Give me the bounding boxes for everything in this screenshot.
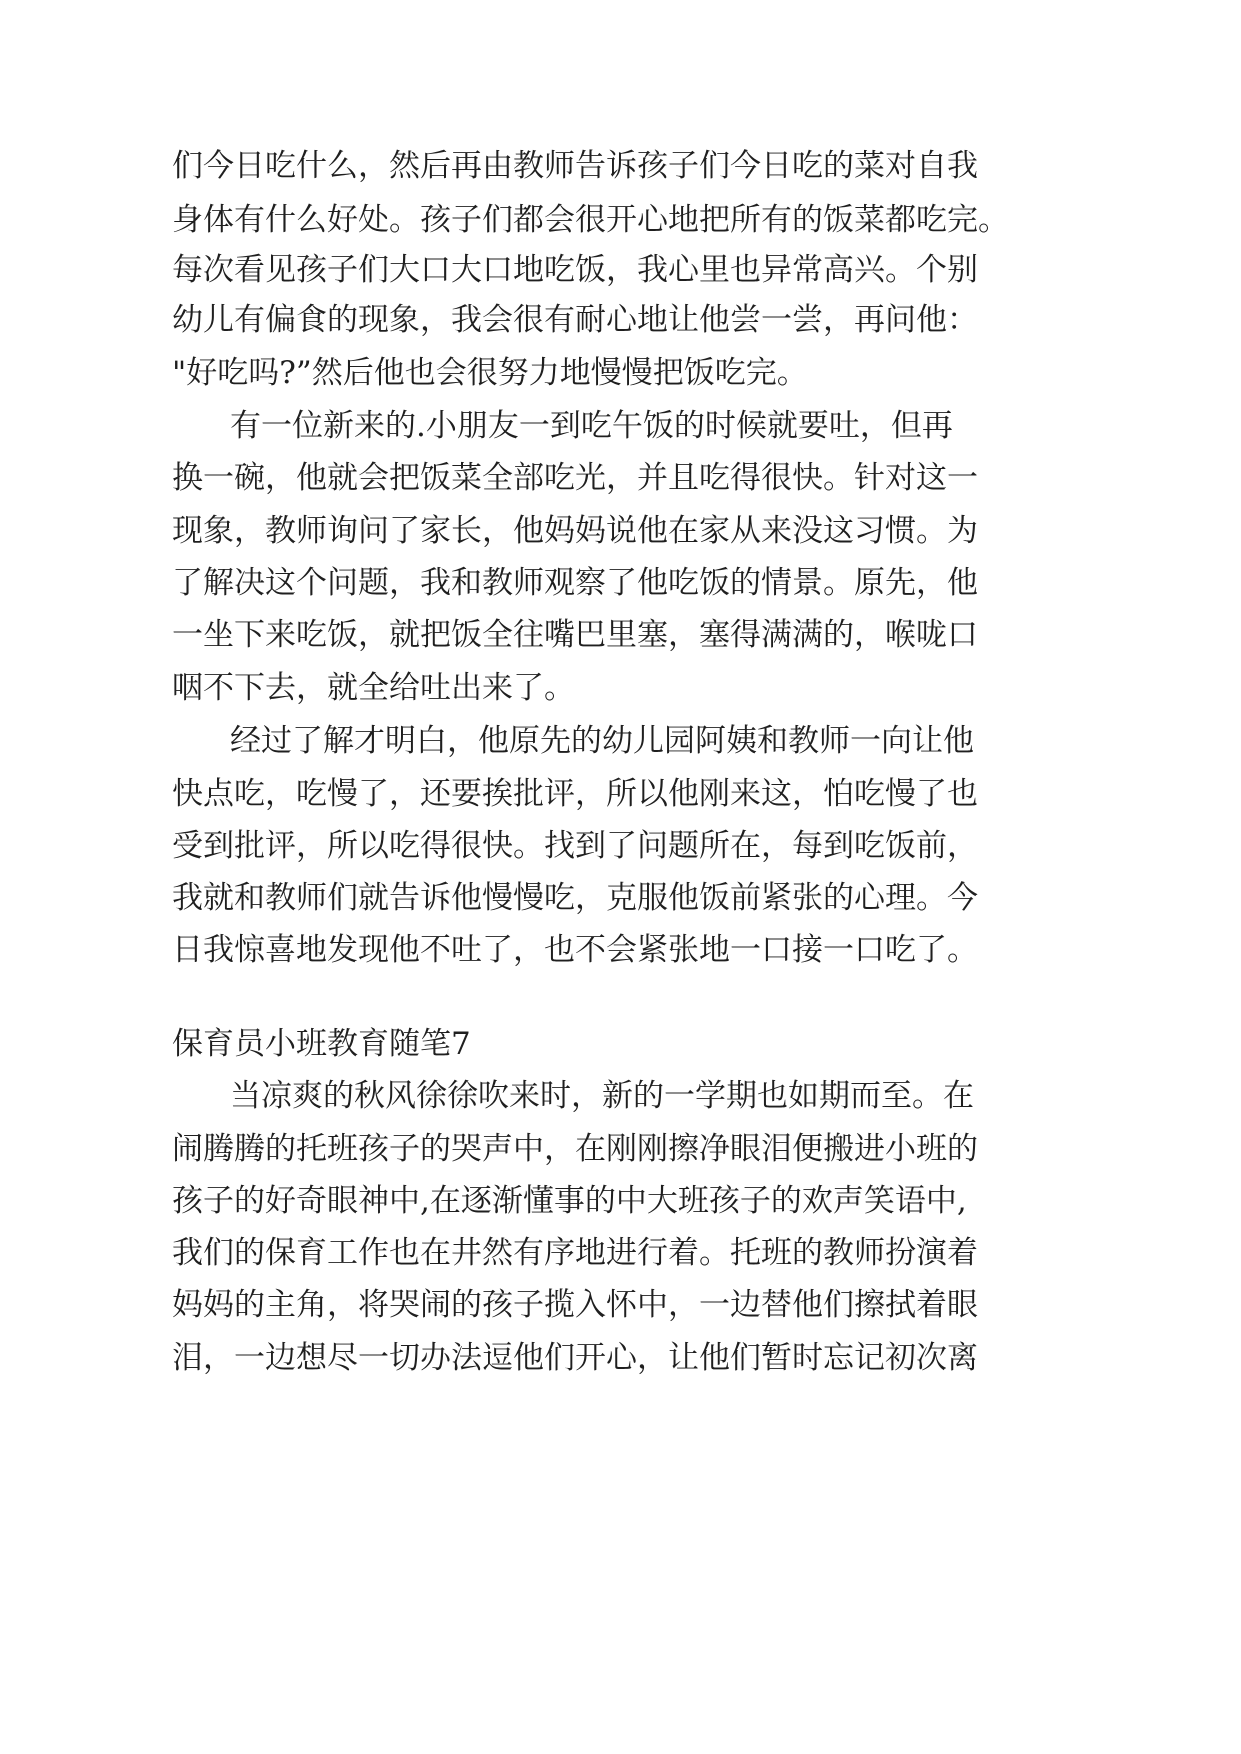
section-heading [0, 1019, 1241, 1069]
line-text: 一坐下来吃饭，就把饭全往嘴巴里塞，塞得满满的，喉咙口 [172, 617, 978, 653]
line-text: 我就和教师们就告诉他慢慢吃，克服他饭前紧张的心理。今 [172, 880, 978, 916]
line-text: 闹腾腾的托班孩子的哭声中，在刚刚擦净眼泪便搬进小班的 [172, 1131, 978, 1167]
paragraph-line [0, 453, 1241, 503]
paragraph-line [0, 1071, 1241, 1121]
paragraph-line [0, 141, 1241, 191]
paragraph-line [0, 1333, 1241, 1383]
line-text: 有一位新来的.小朋友一到吃午饭的时候就要吐，但再 [230, 408, 953, 444]
paragraph-line [0, 348, 1241, 398]
line-text: 日我惊喜地发现他不吐了，也不会紧张地一口接一口吃了。 [172, 932, 978, 968]
line-text: 身体有什么好处。孩子们都会很开心地把所有的饭菜都吃完。 [172, 202, 1009, 238]
line-text: 们今日吃什么，然后再由教师告诉孩子们今日吃的菜对自我 [172, 148, 978, 184]
paragraph-line [0, 1280, 1241, 1330]
paragraph-line [0, 821, 1241, 871]
paragraph-line [0, 769, 1241, 819]
line-text: 经过了解才明白，他原先的幼儿园阿姨和教师一向让他 [230, 723, 974, 759]
paragraph-line [0, 1176, 1241, 1226]
paragraph-line [0, 195, 1241, 245]
line-text: 我们的保育工作也在井然有序地进行着。托班的教师扮演着 [172, 1235, 978, 1271]
line-text: 泪，一边想尽一切办法逗他们开心，让他们暂时忘记初次离 [172, 1340, 978, 1376]
line-text: 咽不下去，就全给吐出来了。 [172, 670, 575, 706]
line-text: 受到批评，所以吃得很快。找到了问题所在，每到吃饭前， [172, 828, 978, 864]
line-text: 换一碗，他就会把饭菜全部吃光，并且吃得很快。针对这一 [172, 460, 978, 496]
paragraph-line [0, 1228, 1241, 1278]
paragraph-line [0, 295, 1241, 345]
paragraph-line [0, 401, 1241, 451]
line-text: 每次看见孩子们大口大口地吃饭，我心里也异常高兴。个别 [172, 252, 978, 288]
paragraph-line [0, 873, 1241, 923]
line-text: 孩子的好奇眼神中,在逐渐懂事的中大班孩子的欢声笑语中, [172, 1183, 967, 1219]
heading-text: 保育员小班教育随笔7 [172, 1026, 471, 1062]
line-text: 现象，教师询问了家长，他妈妈说他在家从来没这习惯。为 [172, 513, 978, 549]
line-text: 当凉爽的秋风徐徐吹来时，新的一学期也如期而至。在 [230, 1078, 974, 1114]
paragraph-line [0, 1124, 1241, 1174]
paragraph-line [0, 245, 1241, 295]
paragraph-line [0, 506, 1241, 556]
paragraph-line [0, 716, 1241, 766]
paragraph-line [0, 925, 1241, 975]
line-text: 幼儿有偏食的现象，我会很有耐心地让他尝一尝，再问他： [172, 302, 978, 338]
line-text: 快点吃，吃慢了，还要挨批评，所以他刚来这，怕吃慢了也 [172, 776, 978, 812]
paragraph-line [0, 663, 1241, 713]
paragraph-line [0, 610, 1241, 660]
paragraph-line [0, 558, 1241, 608]
line-text: 妈妈的主角，将哭闹的孩子揽入怀中，一边替他们擦拭着眼 [172, 1287, 978, 1323]
line-text: "好吃吗?”然后他也会很努力地慢慢把饭吃完。 [172, 355, 808, 391]
line-text: 了解决这个问题，我和教师观察了他吃饭的情景。原先，他 [172, 565, 978, 601]
